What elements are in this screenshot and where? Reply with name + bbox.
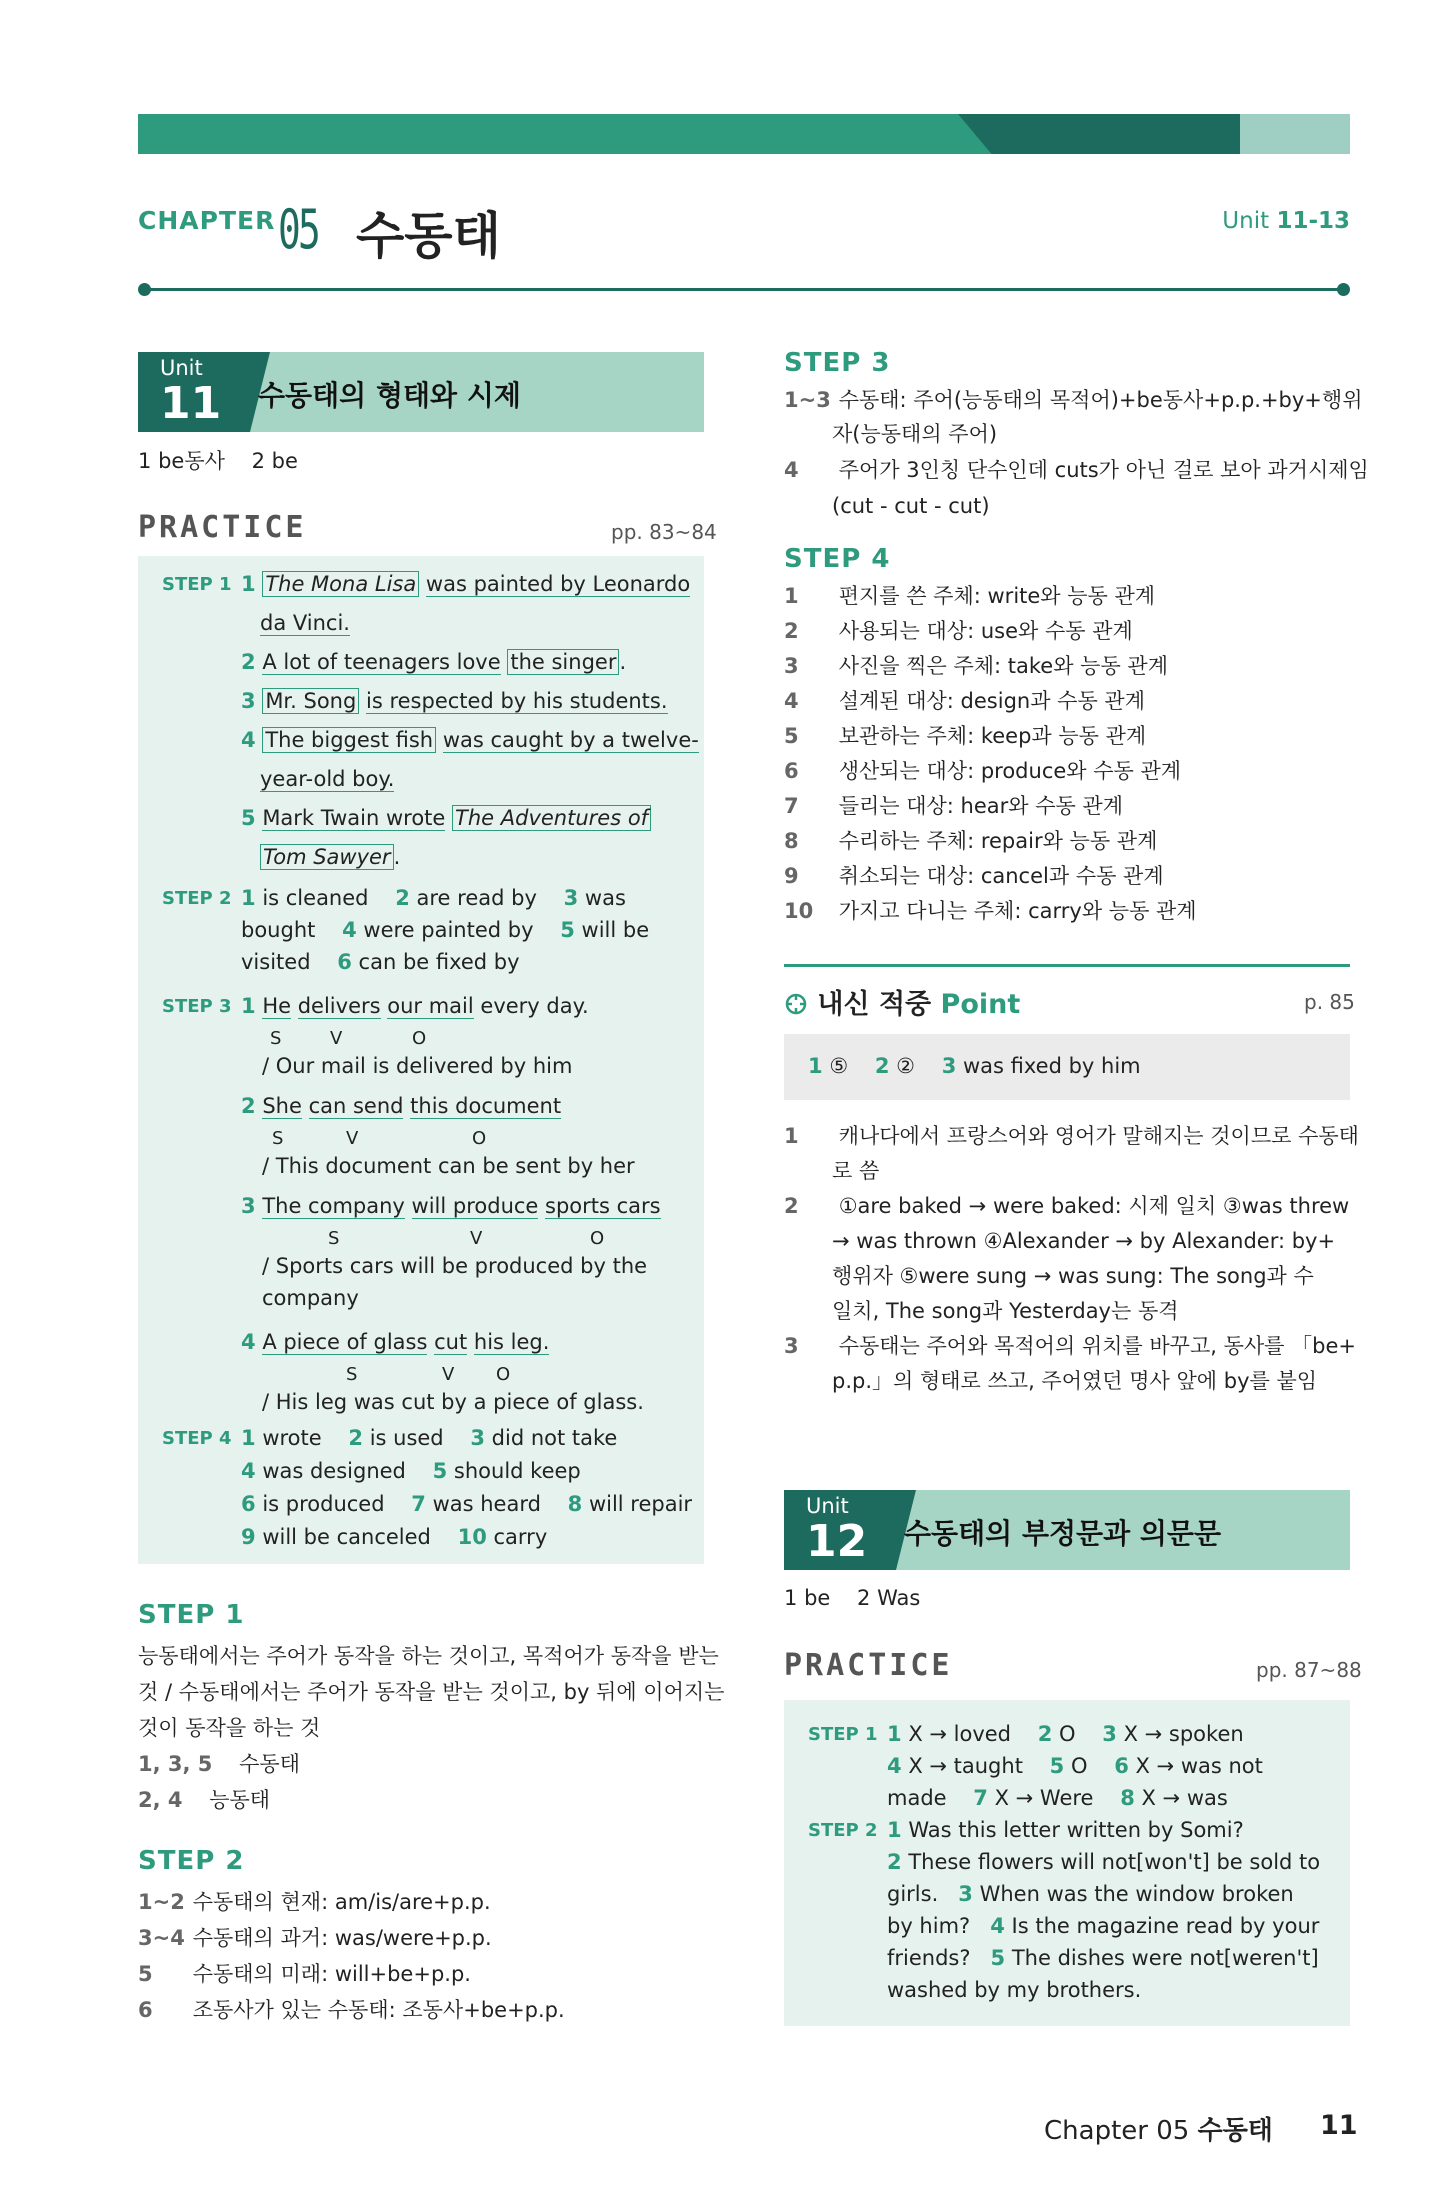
explain-step3-row2-cont: (cut - cut - cut) [832, 494, 990, 518]
u11-s1-item2: 2 A lot of teenagers love the singer . [241, 650, 627, 674]
u11-s4-line2: 4 was designed 5 should keep [241, 1459, 581, 1483]
point-divider [784, 964, 1350, 967]
point-heading: 내신 적중 Point [784, 982, 1020, 1021]
u11-step4-label: STEP 4 [162, 1428, 232, 1449]
point-row1-cont: 로 씀 [832, 1159, 880, 1183]
explain-step1-row1: 1, 3, 5 수동태 [138, 1752, 300, 1776]
practice-heading-11: PRACTICE [138, 510, 307, 545]
svo-o: O [472, 1128, 487, 1149]
u12-s1-line1: 1 X → loved 2 O 3 X → spoken [887, 1722, 1244, 1746]
svo-s: S [270, 1028, 282, 1049]
u12-s2-line3: girls. 3 When was the window broken [887, 1882, 1294, 1906]
u11-s3-item1: 1 He delivers our mail every day. [241, 994, 589, 1018]
unit-12-tab: Unit 12 [784, 1490, 896, 1570]
explain-step4-row: 9 취소되는 대상: cancel과 수동 관계 [784, 864, 1164, 888]
point-row2: 2 ①are baked → were baked: 시제 일치 ③was threw [784, 1194, 1350, 1218]
explain-step4-row: 3 사진을 찍은 주체: take와 능동 관계 [784, 654, 1169, 678]
u11-s4-line4: 9 will be canceled 10 carry [241, 1525, 548, 1549]
point-row3: 3 수동태는 주어와 목적어의 위치를 바꾸고, 동사를 「be+ [784, 1334, 1356, 1358]
unit-11-title: 수동태의 형태와 시제 [258, 379, 521, 412]
chapter-number: 05 [278, 198, 318, 261]
explain-step2-row1: 1~2 수동태의 현재: am/is/are+p.p. [138, 1890, 491, 1914]
u11-s1-item4-cont: year-old boy. [260, 767, 395, 791]
svo-s: S [346, 1364, 358, 1385]
svo-v: V [470, 1228, 483, 1249]
practice-heading-12: PRACTICE [784, 1648, 953, 1683]
top-bar-light-band [1240, 114, 1350, 154]
unit-12-answers: 1 be 2 Was [784, 1586, 921, 1610]
u11-s4-line3: 6 is produced 7 was heard 8 will repair [241, 1492, 693, 1516]
u11-s2-line2: bought 4 were painted by 5 will be [241, 918, 650, 942]
explain-step2-row4: 6 조동사가 있는 수동태: 조동사+be+p.p. [138, 1998, 565, 2022]
header-rule [144, 288, 1344, 291]
point-row2-cont: 행위자 ⑤were sung → was sung: The song과 수 [832, 1264, 1314, 1288]
u12-s2-line6: washed by my brothers. [887, 1978, 1142, 2002]
page-number: 11 [1320, 2110, 1358, 2141]
explain-step4-row: 4 설계된 대상: design과 수동 관계 [784, 689, 1145, 713]
top-color-bar [138, 114, 1350, 154]
u11-s3-item3-answer: / Sports cars will be produced by the [262, 1254, 648, 1278]
explain-step3-row1: 1~3 수동태: 주어(능동태의 목적어)+be동사+p.p.+by+행위 [784, 388, 1363, 412]
explain-step1-row2: 2, 4 능동태 [138, 1788, 271, 1812]
point-page: p. 85 [1304, 990, 1355, 1014]
point-row2-cont: 일치, The song과 Yesterday는 동격 [832, 1299, 1179, 1323]
u11-s3-item3: 3 The company will produce sports cars [241, 1194, 661, 1218]
explain-step3-heading: STEP 3 [784, 348, 891, 378]
u11-s4-line1: 1 wrote 2 is used 3 did not take [241, 1426, 618, 1450]
explain-step4-heading: STEP 4 [784, 544, 891, 574]
explain-step1-heading: STEP 1 [138, 1600, 245, 1630]
explain-step4-row: 2 사용되는 대상: use와 수동 관계 [784, 619, 1133, 643]
u12-s1-line3: made 7 X → Were 8 X → was [887, 1786, 1228, 1810]
u12-step1-label: STEP 1 [808, 1724, 878, 1745]
point-row3-cont: p.p.」의 형태로 쓰고, 주어였던 명사 앞에 by를 붙임 [832, 1369, 1318, 1393]
svo-s: S [328, 1228, 340, 1249]
u12-s2-line2: 2 These flowers will not[won't] be sold to [887, 1850, 1321, 1874]
explain-step3-row2: 4 주어가 3인칭 단수인데 cuts가 아닌 걸로 보아 과거시제임 [784, 458, 1369, 482]
explain-step1-line1: 능동태에서는 주어가 동작을 하는 것이고, 목적어가 동작을 받는 [138, 1644, 719, 1668]
u11-s2-line3: visited 6 can be fixed by [241, 950, 520, 974]
chapter-title: 수동태 [356, 207, 501, 265]
u12-s2-line5: friends? 5 The dishes were not[weren't] [887, 1946, 1319, 1970]
svo-v: V [330, 1028, 343, 1049]
svo-o: O [412, 1028, 427, 1049]
u11-s1-item4: 4 The biggest fish was caught by a twelve- [241, 728, 699, 752]
u11-s1-item3: 3 Mr. Song is respected by his students. [241, 689, 668, 713]
u11-step3-label: STEP 3 [162, 996, 232, 1017]
u11-s3-item3-answer-cont: company [262, 1286, 359, 1310]
u11-s3-item2: 2 She can send this document [241, 1094, 562, 1118]
u11-s1-item1-cont: da Vinci. [260, 611, 350, 635]
explain-step4-row: 1 편지를 쓴 주체: write와 능동 관계 [784, 584, 1156, 608]
u11-step1-label: STEP 1 [162, 574, 232, 595]
svo-v: V [346, 1128, 359, 1149]
unit-12-header [784, 1490, 1350, 1570]
point-answers: 1 ⑤ 2 ② 3 was fixed by him [808, 1054, 1141, 1078]
u11-s3-item2-answer: / This document can be sent by her [262, 1154, 635, 1178]
svo-o: O [590, 1228, 605, 1249]
explain-step4-row: 7 들리는 대상: hear와 수동 관계 [784, 794, 1124, 818]
unit-11-tab: Unit 11 [138, 352, 250, 432]
u11-s3-item1-answer: / Our mail is delivered by him [262, 1054, 573, 1078]
u12-s2-line1: 1 Was this letter written by Somi? [887, 1818, 1244, 1842]
footer-chapter: Chapter 05 수동태 [1044, 2116, 1273, 2146]
explain-step2-row3: 5 수동태의 미래: will+be+p.p. [138, 1962, 471, 1986]
explain-step1-line2: 것 / 수동태에서는 주어가 동작을 받는 것이고, by 뒤에 이어지는 [138, 1680, 725, 1704]
point-row1: 1 캐나다에서 프랑스어와 영어가 말해지는 것이므로 수동태 [784, 1124, 1359, 1148]
u11-s1-item5: 5 Mark Twain wrote The Adventures of [241, 806, 651, 831]
explain-step4-row: 5 보관하는 주체: keep과 능동 관계 [784, 724, 1147, 748]
u11-s3-item4-answer: / His leg was cut by a piece of glass. [262, 1390, 644, 1414]
explain-step2-row2: 3~4 수동태의 과거: was/were+p.p. [138, 1926, 492, 1950]
svo-v: V [442, 1364, 455, 1385]
unit-11-answers: 1 be동사 2 be [138, 449, 298, 473]
explain-step1-line3: 것이 동작을 하는 것 [138, 1716, 321, 1740]
u11-s1-item1: 1 The Mona Lisa was painted by Leonardo [241, 572, 691, 596]
u11-s2-line1: 1 is cleaned 2 are read by 3 was [241, 886, 626, 910]
u12-step2-label: STEP 2 [808, 1820, 878, 1841]
point-row2-cont: → was thrown ④Alexander → by Alexander: by+ [832, 1229, 1336, 1253]
u12-s1-line2: 4 X → taught 5 O 6 X → was not [887, 1754, 1263, 1778]
practice-pages-11: pp. 83~84 [611, 520, 717, 544]
explain-step2-heading: STEP 2 [138, 1846, 245, 1876]
svo-s: S [272, 1128, 284, 1149]
unit-11-header [138, 352, 704, 432]
u11-s1-item5-cont: Tom Sawyer . [260, 845, 400, 870]
explain-step3-row1-cont: 자(능동태의 주어) [832, 422, 998, 446]
explain-step4-row: 10 가지고 다니는 주체: carry와 능동 관계 [784, 899, 1197, 923]
explain-step4-row: 6 생산되는 대상: produce와 수동 관계 [784, 759, 1182, 783]
u12-s2-line4: by him? 4 Is the magazine read by your [887, 1914, 1320, 1938]
chapter-label: CHAPTER [138, 206, 276, 235]
u11-step2-label: STEP 2 [162, 888, 232, 909]
point-answer-box [784, 1034, 1350, 1100]
explain-step4-row: 8 수리하는 주체: repair와 능동 관계 [784, 829, 1158, 853]
target-icon [784, 992, 808, 1016]
svo-o: O [496, 1364, 511, 1385]
u11-s3-item4: 4 A piece of glass cut his leg. [241, 1330, 550, 1354]
unit-12-title: 수동태의 부정문과 의문문 [904, 1517, 1222, 1550]
practice-pages-12: pp. 87~88 [1256, 1658, 1362, 1682]
unit-range: Unit 11-13 [1222, 208, 1350, 234]
